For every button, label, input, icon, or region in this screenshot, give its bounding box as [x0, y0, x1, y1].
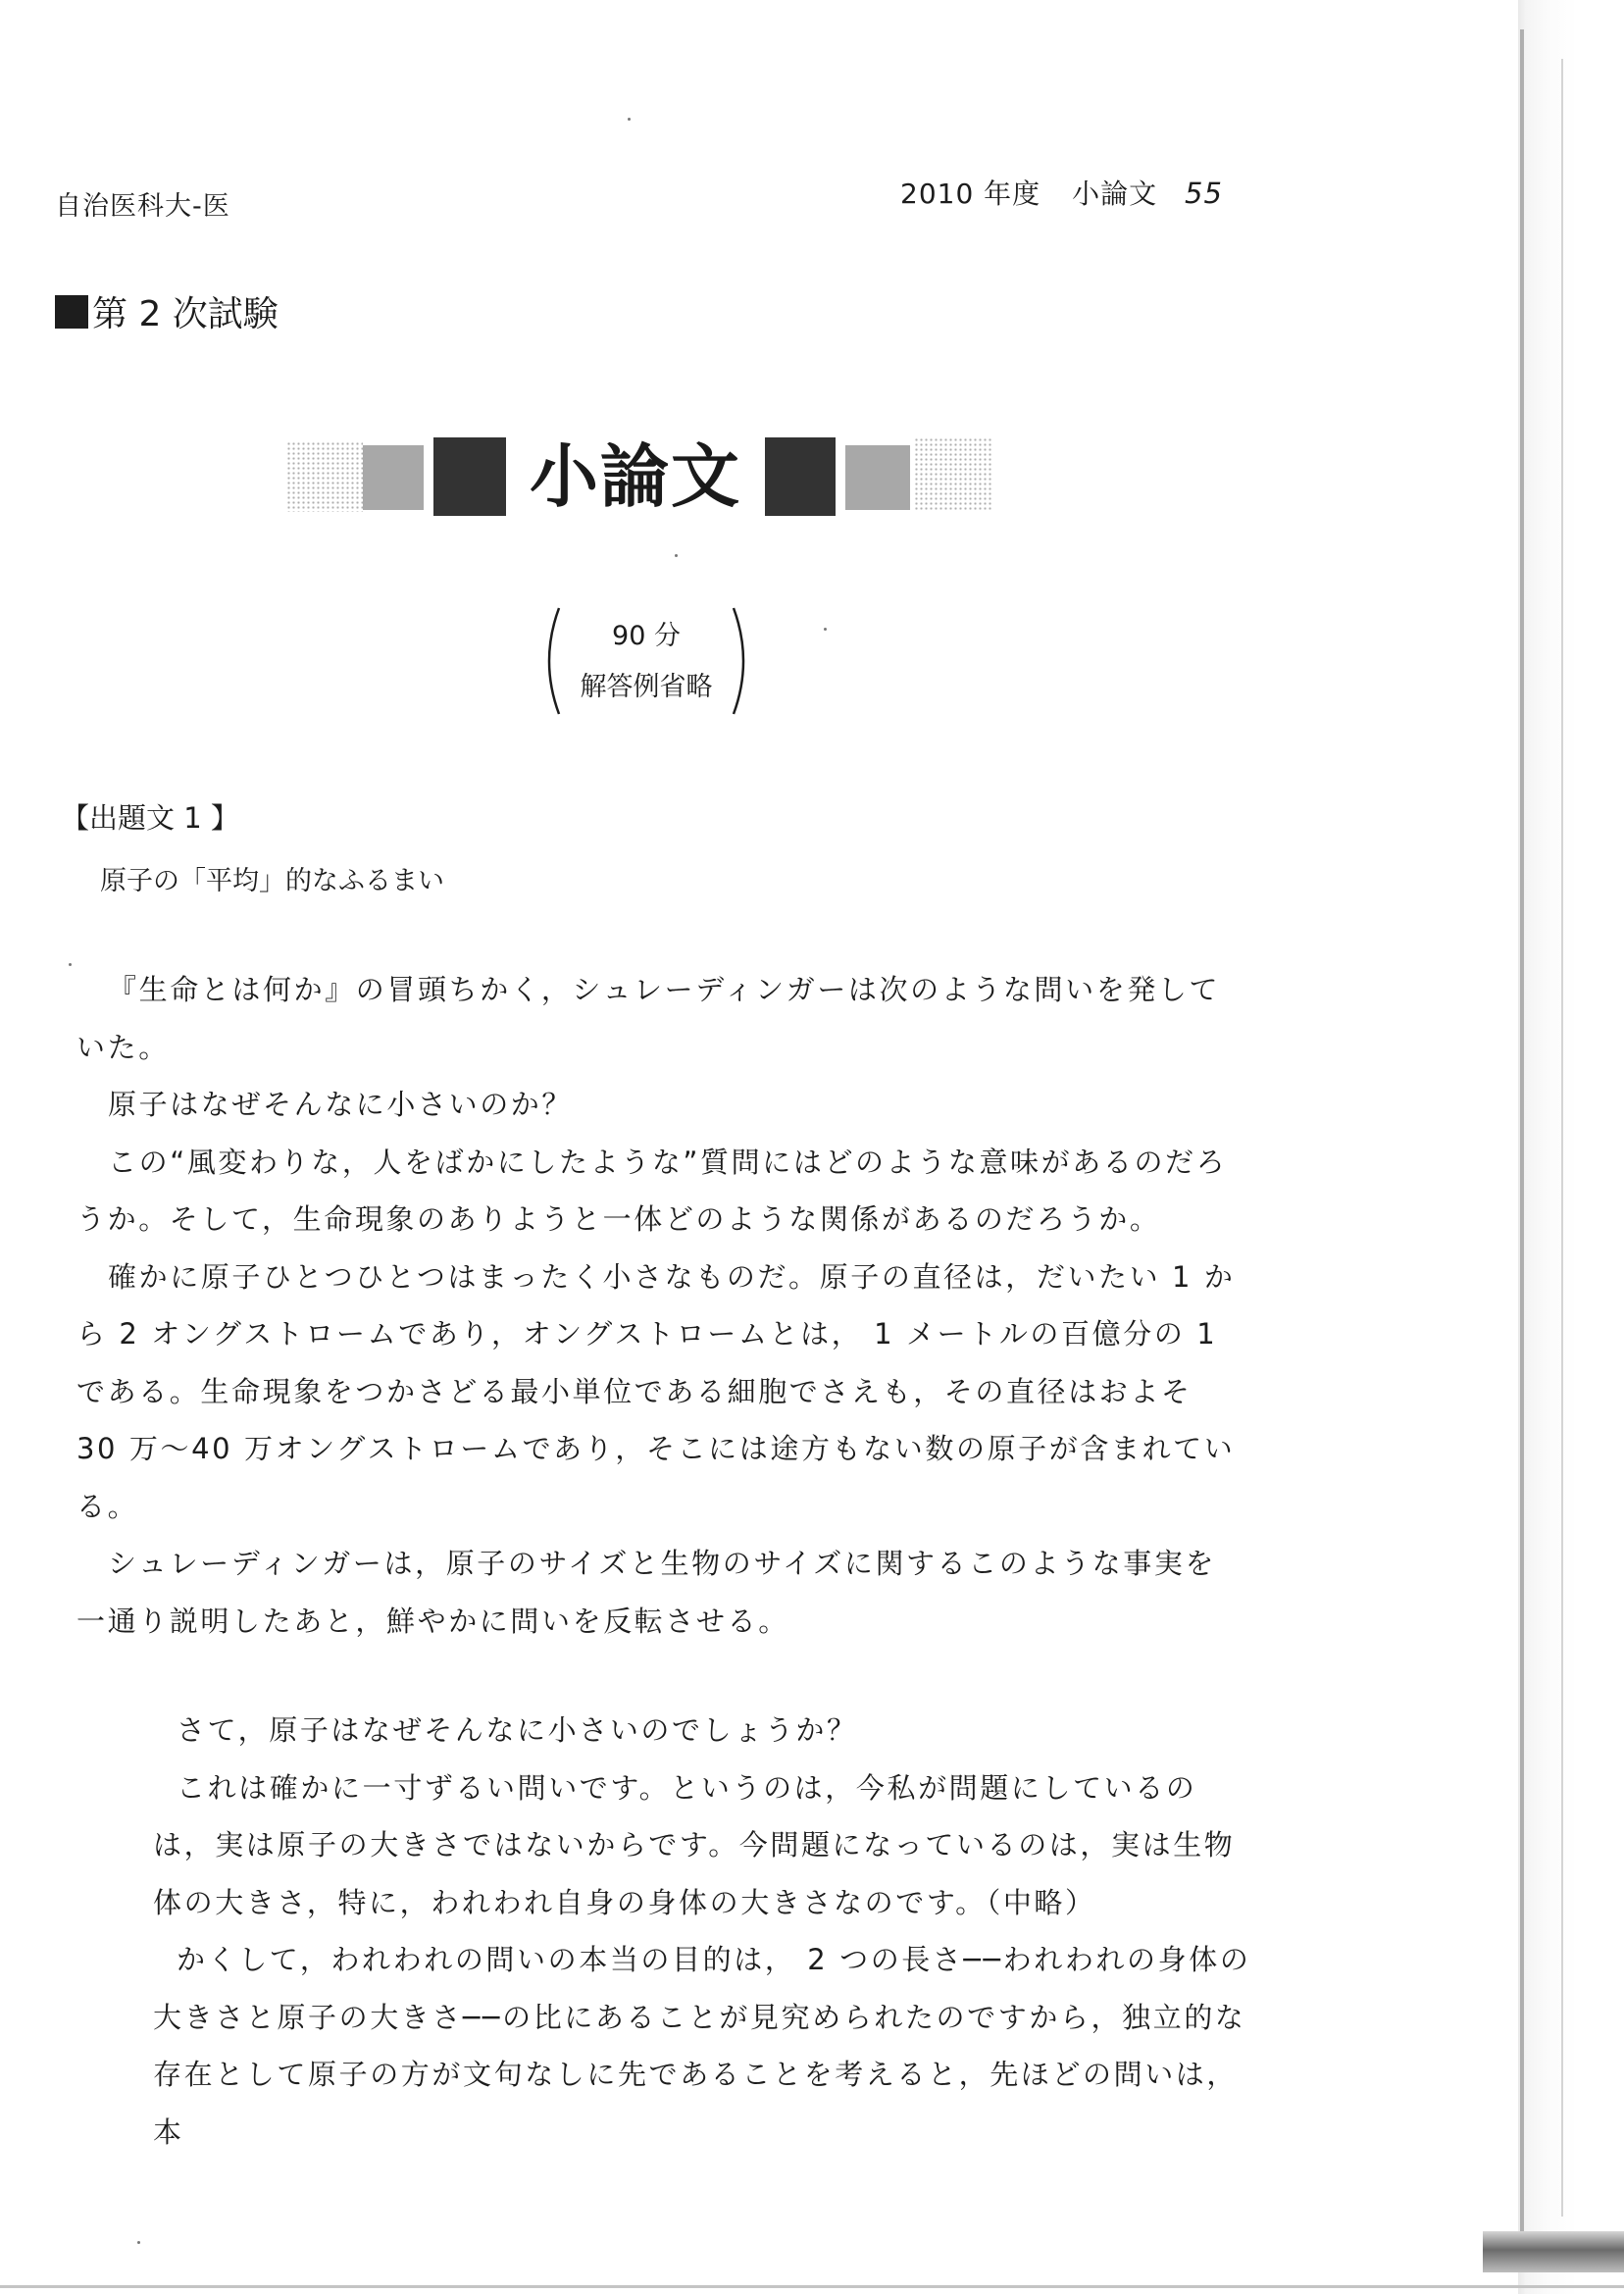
paragraph: シュレーディンガーは，原子のサイズと生物のサイズに関するこのような事実を一通り説明したあと，鮮やかに問いを反転させる。: [76, 1547, 1217, 1638]
quote-paragraph: これは確かに一寸ずるい問いです。というのは，今私が問題にしているのは，実は原子の大きさではないからです。今問題になっているのは，実は生物体の大きさ，特に，われわれ自身の身体の大きさなのです。（中略）: [153, 1770, 1236, 1919]
black-square-icon: [55, 295, 88, 329]
scan-speck: [137, 2241, 140, 2244]
paragraph: この“風変わりな，人をばかにしたような”質問にはどのような意味があるのだろうか。そして，生命現象のありようと一体どのような関係があるのだろうか。: [76, 1145, 1228, 1236]
section-heading-text: 第 2 次試験: [92, 294, 279, 334]
scan-speck: [628, 118, 631, 121]
banner-bar-dark-right: [765, 437, 836, 516]
problem-subtitle: 原子の「平均」的なふるまい: [100, 866, 444, 896]
banner-stipple-right: [914, 437, 992, 512]
banner-bar-dark-left: [433, 437, 506, 516]
page-header-right: [900, 173, 1223, 212]
page-number: 55: [1185, 177, 1223, 210]
university-name: 自治医科大-医: [55, 191, 230, 222]
paragraph: 『生命とは何か』の冒頭ちかく，シュレーディンガーは次のような問いを発していた。: [76, 973, 1221, 1064]
title-banner: [286, 433, 992, 520]
banner-stipple-left: [286, 441, 363, 512]
header-subject: 小論文: [1072, 178, 1158, 210]
banner-bar-light-left: [363, 445, 424, 510]
scan-corner-shadow: [1483, 2231, 1624, 2272]
problem-body: [76, 961, 1243, 1650]
banner-title: 小論文: [530, 436, 741, 517]
quote-paragraph: かくして，われわれの問いの本当の目的は， 2 つの長さ──われわれの身体の大きさと原子の大きさ──の比にあることが見究められたのですから，独立的な存在として原子の方が文句なしに先であることを考えると，先ほどの問いは，本: [153, 1943, 1251, 2149]
paragraph: 確かに原子ひとつひとつはまったく小さなものだ。原子の直径は，だいたい 1 から 2 オングストロームであり，オングストロームとは， 1 メートルの百億分の 1 である。生命現象をつかさどる最小単位である細胞でさえも，その直径はおよそ 30 万〜40 万オングストロームであり，そこには途方もない数の原子が含まれている。: [76, 1259, 1236, 1523]
quote-paragraph: さて，原子はなぜそんなに小さいのでしょうか？: [177, 1713, 858, 1747]
banner-bar-light-right: [845, 445, 910, 510]
scan-shadow-edge: [1518, 0, 1624, 2294]
exam-time: 90 分: [612, 621, 681, 651]
answer-note: 解答例省略: [580, 672, 713, 702]
paragraph: 原子はなぜそんなに小さいのか？: [108, 1088, 574, 1121]
problem-label: 【出題文 1 】: [61, 801, 239, 835]
quoted-passage: [153, 1702, 1255, 2161]
scan-speck: [824, 628, 827, 631]
scan-speck: [675, 554, 678, 557]
right-parenthesis-icon: [730, 606, 755, 716]
exam-year: 2010 年度: [900, 178, 1041, 210]
exam-time-box: [537, 606, 755, 716]
scan-speck: [69, 963, 72, 966]
scan-bottom-line: [0, 2285, 1624, 2288]
section-heading: [55, 286, 279, 336]
scan-edge-line-secondary: [1561, 59, 1563, 2217]
scan-edge-line: [1520, 29, 1524, 2246]
